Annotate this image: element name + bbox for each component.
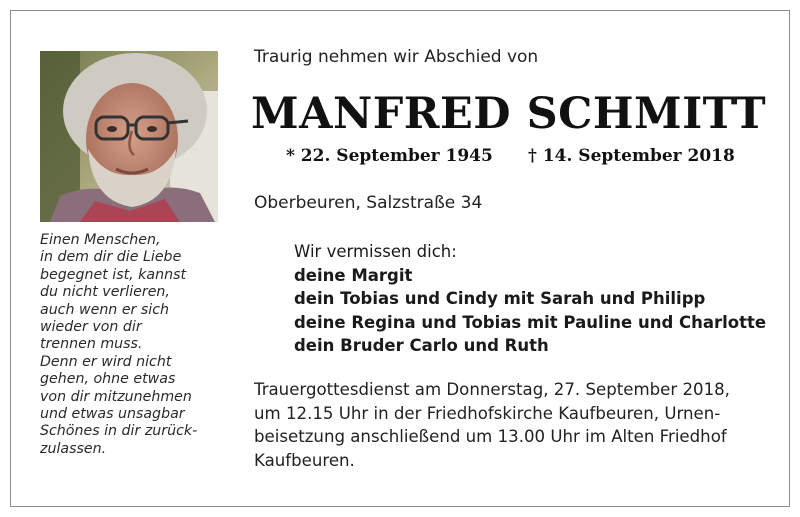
mourner-name: dein Tobias und Cindy mit Sarah und Philipp [294,289,706,309]
service-line: beisetzung anschließend um 13.00 Uhr im Alten Friedhof [254,427,727,446]
poem-line: trennen muss. [40,336,143,353]
poem-line: zulassen. [40,440,107,457]
service-line: Kaufbeuren. [254,450,355,470]
poem-line: auch wenn er sich [40,301,170,318]
address: Oberbeuren, Salzstraße 34 [254,193,483,213]
poem [40,232,240,458]
poem-line: Einen Menschen, [40,232,161,248]
service-line: um 12.15 Uhr in der Friedhofskirche Kaufbeuren, Urnen- [254,403,721,423]
poem-line: Denn er wird nicht [40,353,172,370]
mourner-name: dein Bruder Carlo und Ruth [294,336,549,356]
poem-line: und etwas unsagbar [40,406,185,423]
poem-line: gehen, ohne etwas [40,371,176,388]
service-info [254,378,730,472]
mourners-block [294,240,766,358]
deceased-name: MANFRED SCHMITT [251,89,767,139]
intro-text: Traurig nehmen wir Abschied von [254,47,539,67]
mourner-name: deine Margit [294,265,413,285]
death-date: † 14. September 2018 [528,146,735,166]
poem-line: von dir mitzunehmen [40,388,192,405]
portrait-photo [40,51,218,222]
mourner-name: deine Regina und Tobias mit Pauline und Charlotte [294,312,767,332]
poem-line: du nicht verlieren, [40,284,170,301]
poem-line: in dem dir die Liebe [40,249,182,266]
poem-line: wieder von dir [40,319,142,336]
service-line: Trauergottesdienst am Donnerstag, 27. September 2018, [254,380,730,399]
poem-line: begegnet ist, kannst [40,266,187,283]
poem-line: Schönes in dir zurück- [40,423,198,440]
birth-date: * 22. September 1945 [286,146,493,166]
mourners-heading: Wir vermissen dich: [294,242,457,261]
